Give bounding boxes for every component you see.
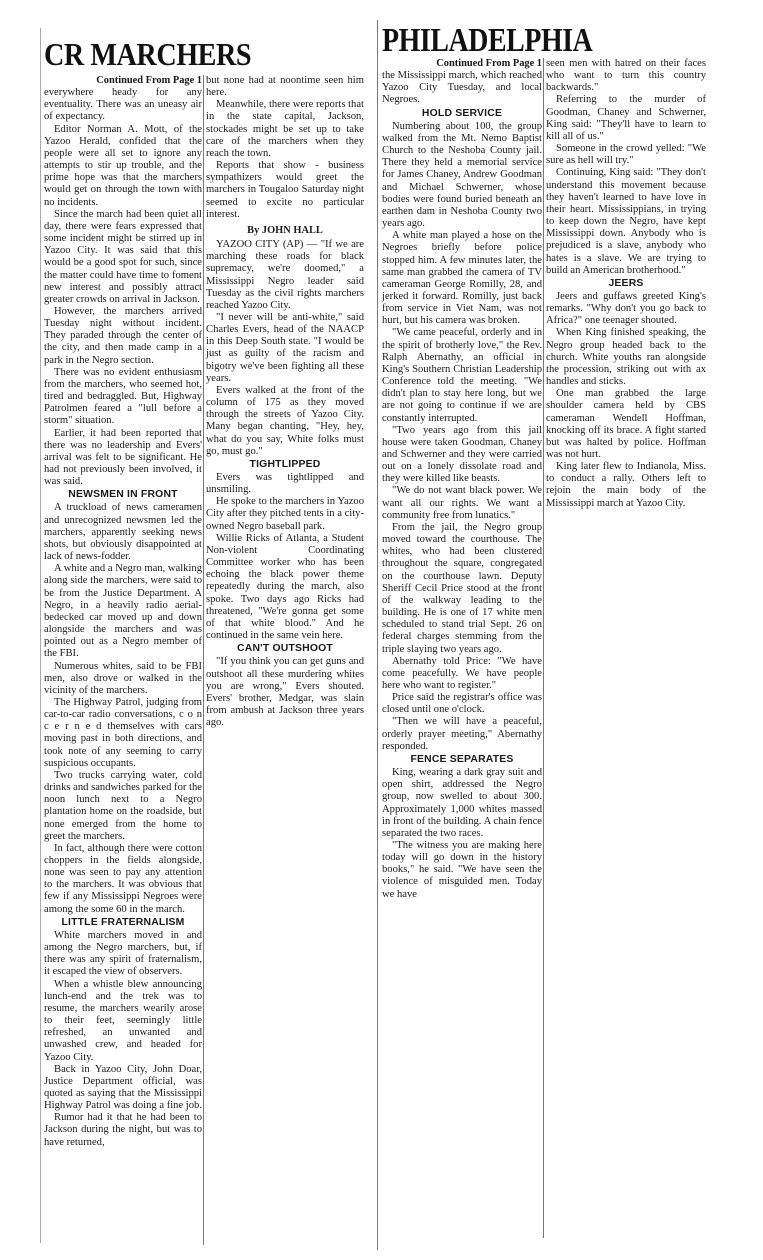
subheading: JEERS	[608, 277, 644, 289]
paragraph: Continuing, King said: "They don't understand this movement because they haven't learned to have love in their heart. Mississippians, in trying to keep down the Negro, have kept Mississippi down. Anybody who is prejudiced is a slave, anybody who hates is a slave. We are trying to build an American brotherhood."	[546, 167, 706, 276]
paragraph: Two trucks carrying water, cold drinks and sandwiches parked for the noon lunch next to a Negro plantation home on the roadside, but none emerged from the home to greet the marchers.	[44, 769, 202, 842]
subheading: TIGHTLIPPED	[249, 458, 321, 470]
paragraph: The Highway Patrol, judging from car-to-car radio conversations, c o n c e r n e d themselves with cars moving past in both directions, and took note of any seeming to carry suspicious occupants.	[44, 696, 202, 769]
paragraph: Since the march had been quiet all day, there were fears expressed that some incident might be stirred up in Yazoo City. It was said that this would be a good spot for such, since the matter could have time to foment new interest and possibly attract greater crowds on arrival in Jackson.	[44, 208, 202, 305]
subheading: NEWSMEN IN FRONT	[68, 489, 178, 501]
paragraph: Earlier, it had been reported that there was no leadership and Evers' arrival was felt to be significant. He had not previously been involved, it was said.	[44, 427, 202, 488]
paragraph: "Then we will have a peaceful, orderly prayer meeting," Abernathy responded.	[382, 716, 542, 752]
column-rule	[377, 20, 378, 1250]
paragraph: There was no evident enthusiasm from the marchers, who seemed hot, tired and bedraggled. But, Highway Patrolmen feared a "lull before a storm" situation.	[44, 366, 202, 427]
paragraph: the Mississippi march, which reached Yazoo City Tuesday, and local Negroes.	[382, 70, 542, 106]
paragraph: However, the marchers arrived Tuesday night without incident. They paraded through the center of the city, and then made camp in a park in the Negro section.	[44, 305, 202, 366]
paragraph: Back in Yazoo City, John Doar, Justice Department official, was quoted as saying that the Mississippi Highway Patrol was doing a fine job.	[44, 1063, 202, 1112]
paragraph: "We do not want black power. We want all our rights. We want a community free from lunatics."	[382, 485, 542, 521]
paragraph: A truckload of news cameramen and unrecognized newsmen led the marchers, apparently seeking news shots, but obviously disappointed at lack of news-fodder.	[44, 502, 202, 563]
paragraph: Numbering about 100, the group walked from the Mt. Nemo Baptist Church to the Neshoba County jail. There they held a memorial service for James Chaney, Andrew Goodman and Michael Schwerner, whose bodies were found buried beneath an earthen dam in Neshoba County two years ago.	[382, 120, 542, 230]
paragraph: everywhere heady for any eventuality. There was an uneasy air of expectancy.	[44, 87, 202, 123]
paragraph: but none had at noontime seen him here.	[206, 75, 364, 99]
byline: By JOHN HALL	[247, 224, 323, 236]
paragraph: Meanwhile, there were reports that in the state capital, Jackson, stockades might be set up to take care of the marchers when they reach the town.	[206, 99, 364, 159]
left-margin-rule	[40, 28, 41, 1243]
paragraph: Evers walked at the front of the column of 175 as they moved through the streets of Yazoo City. Many began chanting, "Hey, hey, what do you say, White folks must go, must go."	[206, 384, 364, 457]
paragraph: "The witness you are making here today will go down in the history books," he said. "We have seen the violence of misguided men. Today we have	[382, 840, 542, 900]
paragraph: Abernathy told Price: "We have come peacefully. We have people here who want to register."	[382, 655, 542, 691]
paragraph: "Two years ago from this jail house were taken Goodman, Chaney and Schwerner and they were carried out on a lonely dissolate road and they were killed like beasts.	[382, 424, 542, 485]
paragraph: Referring to the murder of Goodman, Chaney and Schwerner, King said: "They'll have to learn to kill all of us."	[546, 94, 706, 142]
subheading: HOLD SERVICE	[421, 107, 503, 119]
paragraph: seen men with hatred on their faces who want to turn this country backwards."	[546, 58, 706, 94]
paragraph: White marchers moved in and among the Negro marchers, but, if there was any spirit of fraternalism, it escaped the view of observers.	[44, 929, 202, 978]
continued-note: Continued From Page 1	[436, 58, 542, 69]
paragraph: In fact, although there were cotton choppers in the fields alongside, none was seen to pay any attention to the marchers. It was obvious that few if any Mississippi Negroes were among the some 60 in the march.	[44, 842, 202, 915]
column-rule	[203, 75, 204, 1245]
subheading: LITTLE FRATERNALISM	[61, 916, 185, 928]
paragraph: "We came peaceful, orderly and in the spirit of brotherly love," the Rev. Ralph Abernathy, an official in King's Southern Christian Leadership Conference told the meeting. "We didn't plan to stay here long, but we are not going to continue if we are constantly interrupted.	[382, 327, 542, 424]
headline-cr-marchers: CR MARCHERS	[44, 36, 252, 72]
paragraph: King, wearing a dark gray suit and open shirt, addressed the Negro group, now swelled to about 300. Approximately 1,000 whites massed in front of the building. A chain fence separated the two races.	[382, 767, 542, 839]
paragraph: Numerous whites, said to be FBI men, also drove or walked in the vicinity of the marchers.	[44, 660, 202, 696]
article1-column1	[44, 75, 202, 1149]
column-rule	[543, 58, 544, 1238]
paragraph: Rumor had it that he had been to Jackson during the night, but was to have returned,	[44, 1112, 202, 1148]
paragraph: When a whistle blew announcing lunch-end and the trek was to resume, the marchers wearily arose to their feet, seemingly little refreshed, an unwanted and unwashed crew, and headed for Yazoo City.	[44, 978, 202, 1063]
paragraph: Reports that show - business sympathizers would greet the marchers in Tougaloo Saturday night seemed to excite no particular interest.	[206, 160, 364, 220]
paragraph: Evers was tightlipped and unsmiling.	[206, 472, 364, 496]
paragraph: One man grabbed the large shoulder camera held by CBS cameraman Wendell Hoffman, knocking off its brace. A fight started but was halted by police. Hoffman was not hurt.	[546, 388, 706, 460]
paragraph: Editor Norman A. Mott, of the Yazoo Herald, confided that the people were all set to ignore any attempts to stir up trouble, and the prime hope was that the marchers would get on through the town with no incidents.	[44, 123, 202, 208]
paragraph: Jeers and guffaws greeted King's remarks. "Why don't you go back to Africa?" one teenager shouted.	[546, 290, 706, 327]
paragraph: King later flew to Indianola, Miss. to conduct a rally. Others left to rejoin the main body of the Mississippi march at Yazoo City.	[546, 461, 706, 509]
paragraph: When King finished speaking, the Negro group headed back to the church. White youths ran alongside the procession, striking out with ax handles and sticks.	[546, 327, 706, 388]
article2-column1	[382, 58, 542, 901]
subheading: FENCE SEPARATES	[410, 753, 514, 765]
paragraph: "If you think you can get guns and outshoot all these murdering whites you are wrong," Evers shouted. Evers' brother, Medgar, was slain from ambush at Jackson three years ago.	[206, 656, 364, 729]
paragraph: "I never will be anti-white," said Charles Evers, head of the NAACP in this Deep South state. "I would be just as guilty of the racism and bigotry we've been fighting all these years.	[206, 311, 364, 384]
paragraph: Willie Ricks of Atlanta, a Student Non-violent Coordinating Committee worker who has been echoing the black power theme repeatedly during the march, also spoke. Two days ago Ricks had threatened, "We're gonna get some of that white blood." And he continued in the same vein here.	[206, 532, 364, 642]
article1-column2	[206, 75, 364, 729]
paragraph: From the jail, the Negro group moved toward the courthouse. The whites, who had been clustered throughout the square, congregated on the courthouse lawn. Deputy Sheriff Cecil Price stood at the front of the walkway leading to the building. He is one of 17 white men scheduled to stand trial Sept. 26 on federal charges stemming from the triple slaying two years ago.	[382, 521, 542, 655]
paragraph: Someone in the crowd yelled: "We sure as hell will try."	[546, 143, 706, 167]
headline-philadelphia: PHILADELPHIA	[382, 22, 593, 59]
continued-note: Continued From Page 1	[96, 75, 202, 86]
paragraph: YAZOO CITY (AP) — "If we are marching these roads for black supremacy, we're doomed," a Mississippi Negro leader said Tuesday as the civil rights marchers reached Yazoo City.	[206, 239, 364, 311]
subheading: CAN'T OUTSHOOT	[237, 643, 333, 655]
paragraph: Price said the registrar's office was closed until one o'clock.	[382, 692, 542, 716]
article2-column2	[546, 58, 706, 510]
paragraph: He spoke to the marchers in Yazoo City after they pitched tents in a city-owned Negro baseball park.	[206, 496, 364, 532]
paragraph: A white man played a hose on the Negroes briefly before police stopped him. A few minutes later, the same man grabbed the camera of TV cameraman George Romilly, 28, and jerked it forward. Romilly, just back from service in Viet Nam, was not hurt, but his camera was broken.	[382, 230, 542, 327]
paragraph: A white and a Negro man, walking along side the marchers, were said to be from the Justice Department. A Negro, in a heavily radio aerial-bedecked car moved up and down alongside the marchers and was pointed out as a Negro member of the FBI.	[44, 563, 202, 660]
